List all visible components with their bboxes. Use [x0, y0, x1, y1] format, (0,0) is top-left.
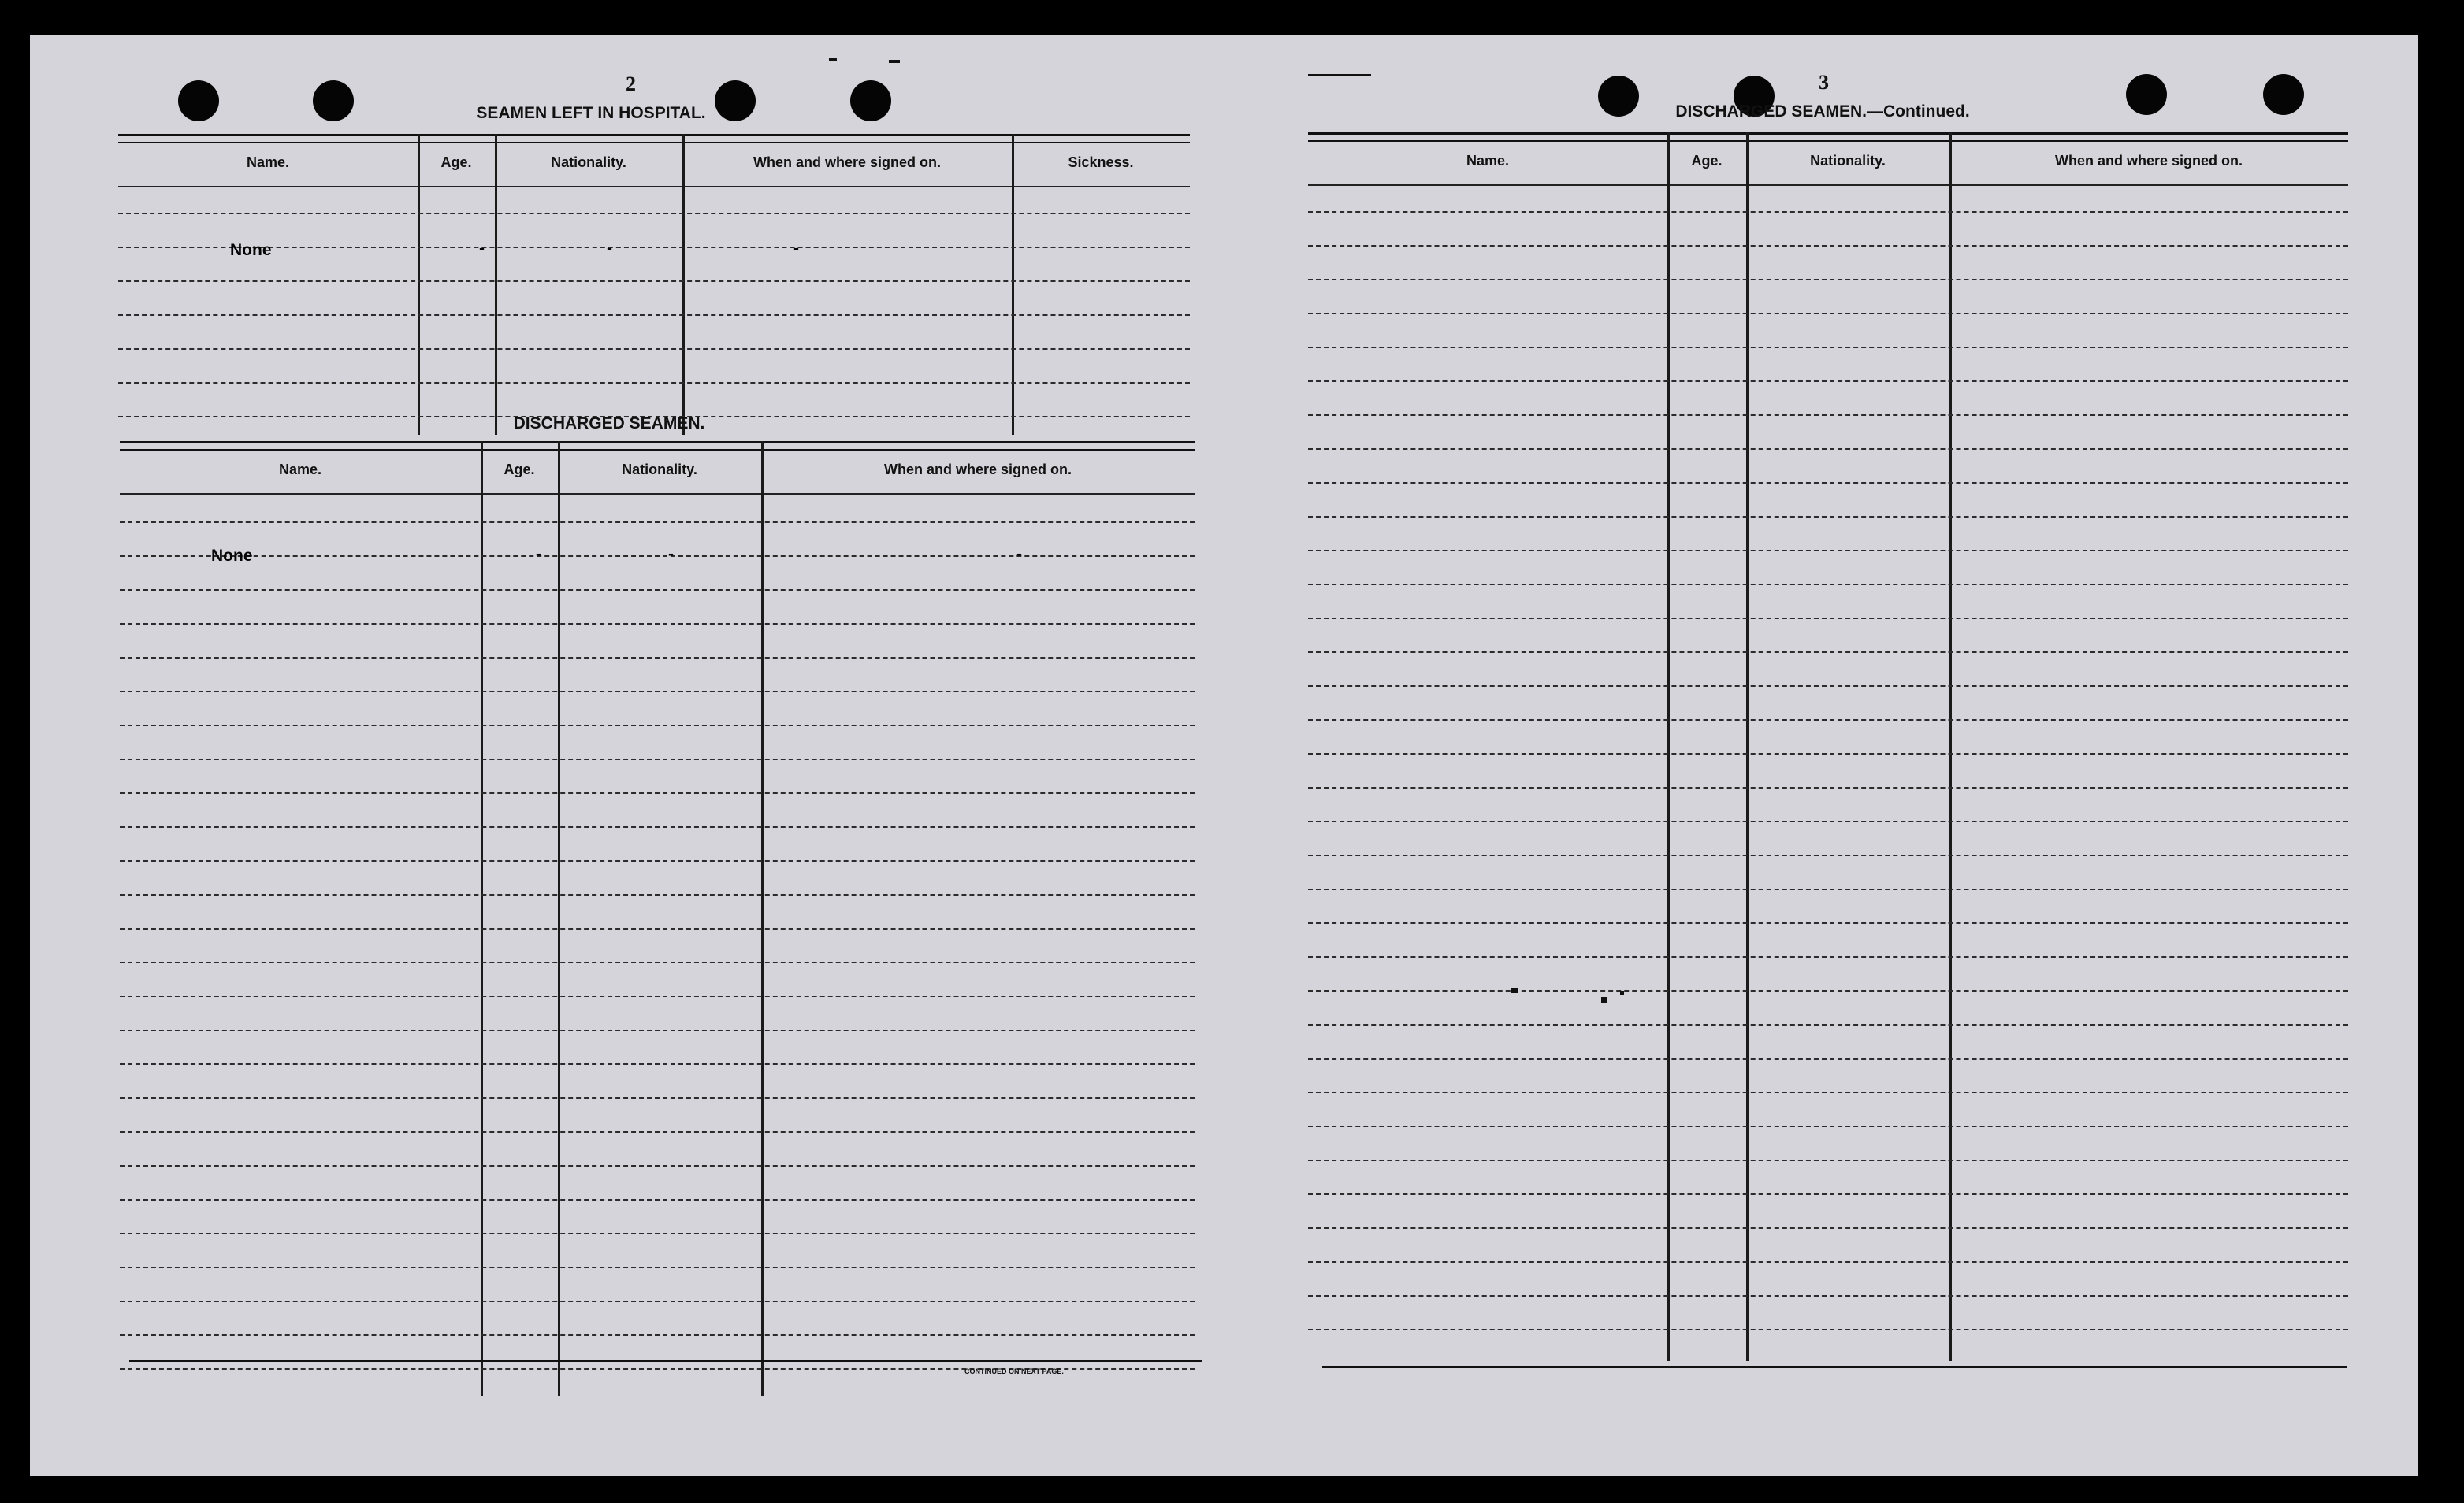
- column-header-age: Age.: [440, 154, 472, 170]
- punch-hole: [178, 80, 219, 121]
- punch-hole: [313, 80, 354, 121]
- continued-note: CONTINUED ON NEXT PAGE.: [964, 1368, 1064, 1375]
- table-bottom-rule: [129, 1360, 1202, 1362]
- column-header-age: Age.: [504, 462, 535, 477]
- column-header-name: Name.: [1466, 153, 1510, 169]
- section-title-discharged-continued: DISCHARGED SEAMEN.—Continued.: [1675, 102, 1970, 121]
- ink-speck: [1601, 997, 1607, 1003]
- column-header-nationality: Nationality.: [1810, 153, 1886, 169]
- entry-nationality: -: [668, 545, 674, 563]
- entry-name: None: [230, 241, 272, 259]
- ink-speck: [1308, 74, 1371, 76]
- section-title-hospital: SEAMEN LEFT IN HOSPITAL.: [476, 104, 706, 122]
- hospital-table: [118, 134, 1190, 435]
- ink-speck: [1620, 991, 1624, 995]
- page-number: 3: [1819, 71, 1829, 94]
- document-sheet: [30, 35, 2418, 1476]
- section-title-discharged: DISCHARGED SEAMEN.: [513, 414, 705, 432]
- column-header-age: Age.: [1691, 153, 1723, 169]
- entry-name: None: [211, 547, 253, 565]
- punch-hole: [2263, 74, 2304, 115]
- ink-speck: [829, 58, 837, 61]
- ink-speck: [889, 60, 900, 63]
- discharged-continued-table: [1308, 132, 2348, 1361]
- column-header-when-where: When and where signed on.: [2054, 153, 2243, 169]
- punch-hole: [1598, 76, 1639, 117]
- punch-hole: [2126, 74, 2167, 115]
- entry-when-where: -: [793, 239, 799, 258]
- discharged-table: [120, 441, 1195, 1396]
- column-header-when-where: When and where signed on.: [753, 154, 942, 170]
- column-header-sickness: Sickness.: [1068, 154, 1134, 170]
- page-number: 2: [626, 72, 636, 95]
- column-header-name: Name.: [246, 154, 290, 170]
- table-bottom-rule: [1322, 1366, 2347, 1368]
- entry-age: -: [479, 239, 485, 258]
- ink-speck: [1511, 988, 1518, 993]
- punch-hole: [850, 80, 891, 121]
- column-header-nationality: Nationality.: [551, 154, 626, 170]
- column-header-name: Name.: [278, 462, 322, 477]
- entry-nationality: -: [607, 239, 612, 258]
- entry-when-where: -: [1016, 545, 1022, 563]
- entry-age: -: [536, 545, 541, 563]
- column-header-nationality: Nationality.: [622, 462, 697, 477]
- column-header-when-where: When and where signed on.: [883, 462, 1072, 477]
